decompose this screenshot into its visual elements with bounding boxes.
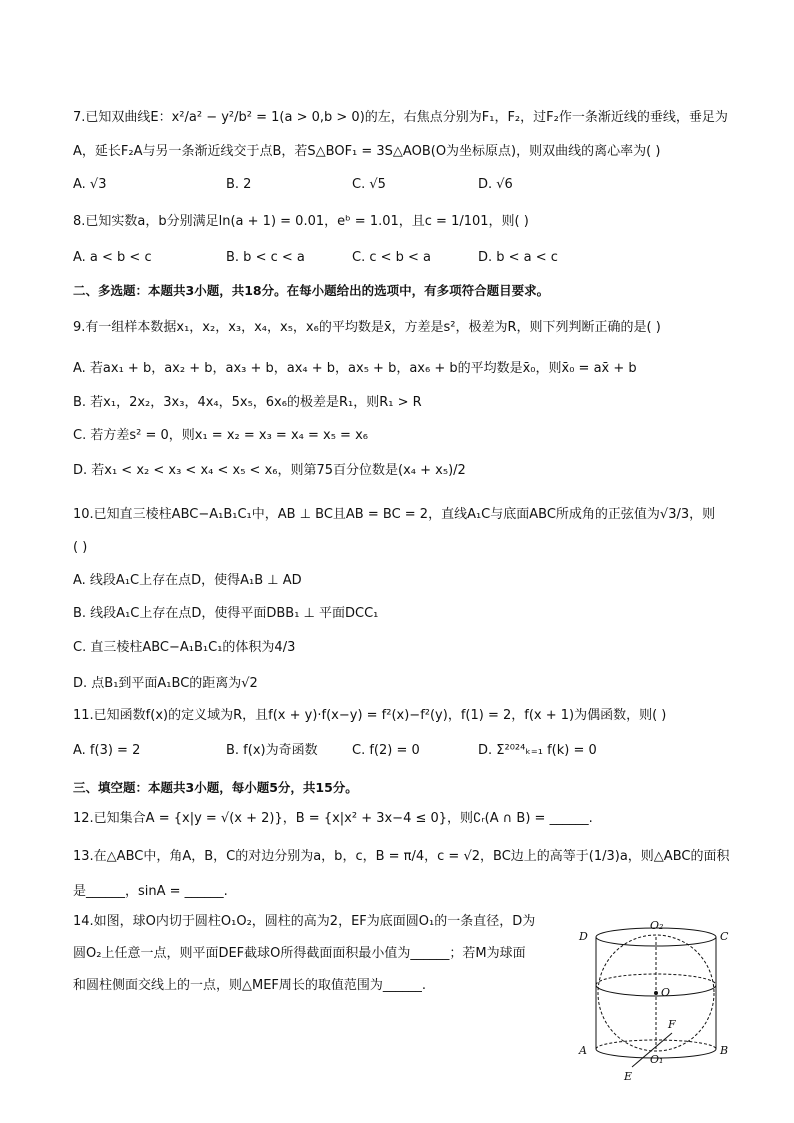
q10-option-d: D. 点B₁到平面A₁BC的距离为√2 (73, 676, 258, 691)
label-o: O (661, 986, 671, 999)
q9-option-d: D. 若x₁ < x₂ < x₃ < x₄ < x₅ < x₆，则第75百分位数是(x₄ + x₅)/2 (73, 463, 466, 478)
q10-option-c: C. 直三棱柱ABC−A₁B₁C₁的体积为4/3 (73, 640, 296, 655)
q8-option-b: B. b < c < a (226, 250, 305, 265)
q11-line1: 11.已知函数f(x)的定义域为R，且f(x + y)·f(x−y) = f²(x)−f²(y)，f(1) = 2，f(x + 1)为偶函数，则( ) (73, 708, 667, 723)
q8-line1: 8.已知实数a，b分别满足ln(a + 1) = 0.01，eᵇ = 1.01，且c = 1/101，则( ) (73, 214, 529, 229)
label-b: B (720, 1044, 729, 1057)
q9-line1: 9.有一组样本数据x₁，x₂，x₃，x₄，x₅，x₆的平均数是x̄，方差是s²，极差为R，则下列判断正确的是( ) (73, 320, 661, 335)
q7-option-a: A. √3 (73, 177, 107, 192)
label-f: F (668, 1018, 676, 1031)
label-e: E (624, 1070, 633, 1083)
label-d: D (579, 930, 588, 943)
q7-option-d: D. √6 (478, 177, 513, 192)
q12-line1: 12.已知集合A = {x|y = √(x + 2)}，B = {x|x² + 3x−4 ≤ 0}，则∁ᵣ(A ∩ B) = ______. (73, 811, 593, 826)
q7-line1: 7.已知双曲线E：x²/a² − y²/b² = 1(a > 0,b > 0)的左，右焦点分别为F₁，F₂，过F₂作一条渐近线的垂线，垂足为 (73, 110, 728, 125)
q10-line2: ( ) (73, 540, 88, 555)
q7-option-c: C. √5 (352, 177, 386, 192)
q9-option-c: C. 若方差s² = 0，则x₁ = x₂ = x₃ = x₄ = x₅ = x₆ (73, 428, 368, 443)
q8-option-c: C. c < b < a (352, 250, 432, 265)
q11-option-b: B. f(x)为奇函数 (226, 743, 318, 758)
q14-line1: 14.如图，球O内切于圆柱O₁O₂，圆柱的高为2，EF为底面圆O₁的一条直径，D为 (73, 914, 536, 929)
section-2-heading: 二、多选题：本题共3小题，共18分。在每小题给出的选项中，有多项符合题目要求。 (73, 283, 550, 298)
center-o-dot (654, 991, 658, 995)
q11-option-c: C. f(2) = 0 (352, 743, 420, 758)
section-3-heading: 三、填空题：本题共3小题，每小题5分，共15分。 (73, 780, 358, 795)
q14-line3: 和圆柱侧面交线上的一点，则△MEF周长的取值范围为______. (73, 978, 427, 993)
sphere-cylinder-figure (572, 915, 732, 1090)
q8-option-a: A. a < b < c (73, 250, 152, 265)
q13-line1: 13.在△ABC中，角A，B，C的对边分别为a，b，c，B = π/4，c = √2，BC边上的高等于(1/3)a，则△ABC的面积 (73, 849, 730, 864)
label-o2: O₂ (650, 919, 664, 932)
q7-option-b: B. 2 (226, 177, 252, 192)
label-a: A (579, 1044, 587, 1057)
q13-line2: 是______，sinA = ______. (73, 884, 228, 899)
q10-option-b: B. 线段A₁C上存在点D，使得平面DBB₁ ⊥ 平面DCC₁ (73, 606, 379, 621)
q8-option-d: D. b < a < c (478, 250, 558, 265)
q11-option-d: D. Σ²⁰²⁴ₖ₌₁ f(k) = 0 (478, 743, 597, 758)
q10-option-a: A. 线段A₁C上存在点D，使得A₁B ⊥ AD (73, 573, 302, 588)
q9-option-a: A. 若ax₁ + b，ax₂ + b，ax₃ + b，ax₄ + b，ax₅ + b，ax₆ + b的平均数是x̄₀，则x̄₀ = ax̄ + b (73, 361, 637, 376)
q11-option-a: A. f(3) = 2 (73, 743, 141, 758)
label-o1: O₁ (650, 1053, 664, 1066)
q9-option-b: B. 若x₁，2x₂，3x₃，4x₄，5x₅，6x₆的极差是R₁，则R₁ > R (73, 395, 422, 410)
q14-line2: 圆O₂上任意一点，则平面DEF截球O所得截面面积最小值为______；若M为球面 (73, 946, 526, 961)
label-c: C (720, 930, 729, 943)
q10-line1: 10.已知直三棱柱ABC−A₁B₁C₁中，AB ⊥ BC且AB = BC = 2，直线A₁C与底面ABC所成角的正弦值为√3/3，则 (73, 507, 716, 522)
q7-line2: A，延长F₂A与另一条渐近线交于点B，若S△BOF₁ = 3S△AOB(O为坐标原点)，则双曲线的离心率为( ) (73, 144, 661, 159)
